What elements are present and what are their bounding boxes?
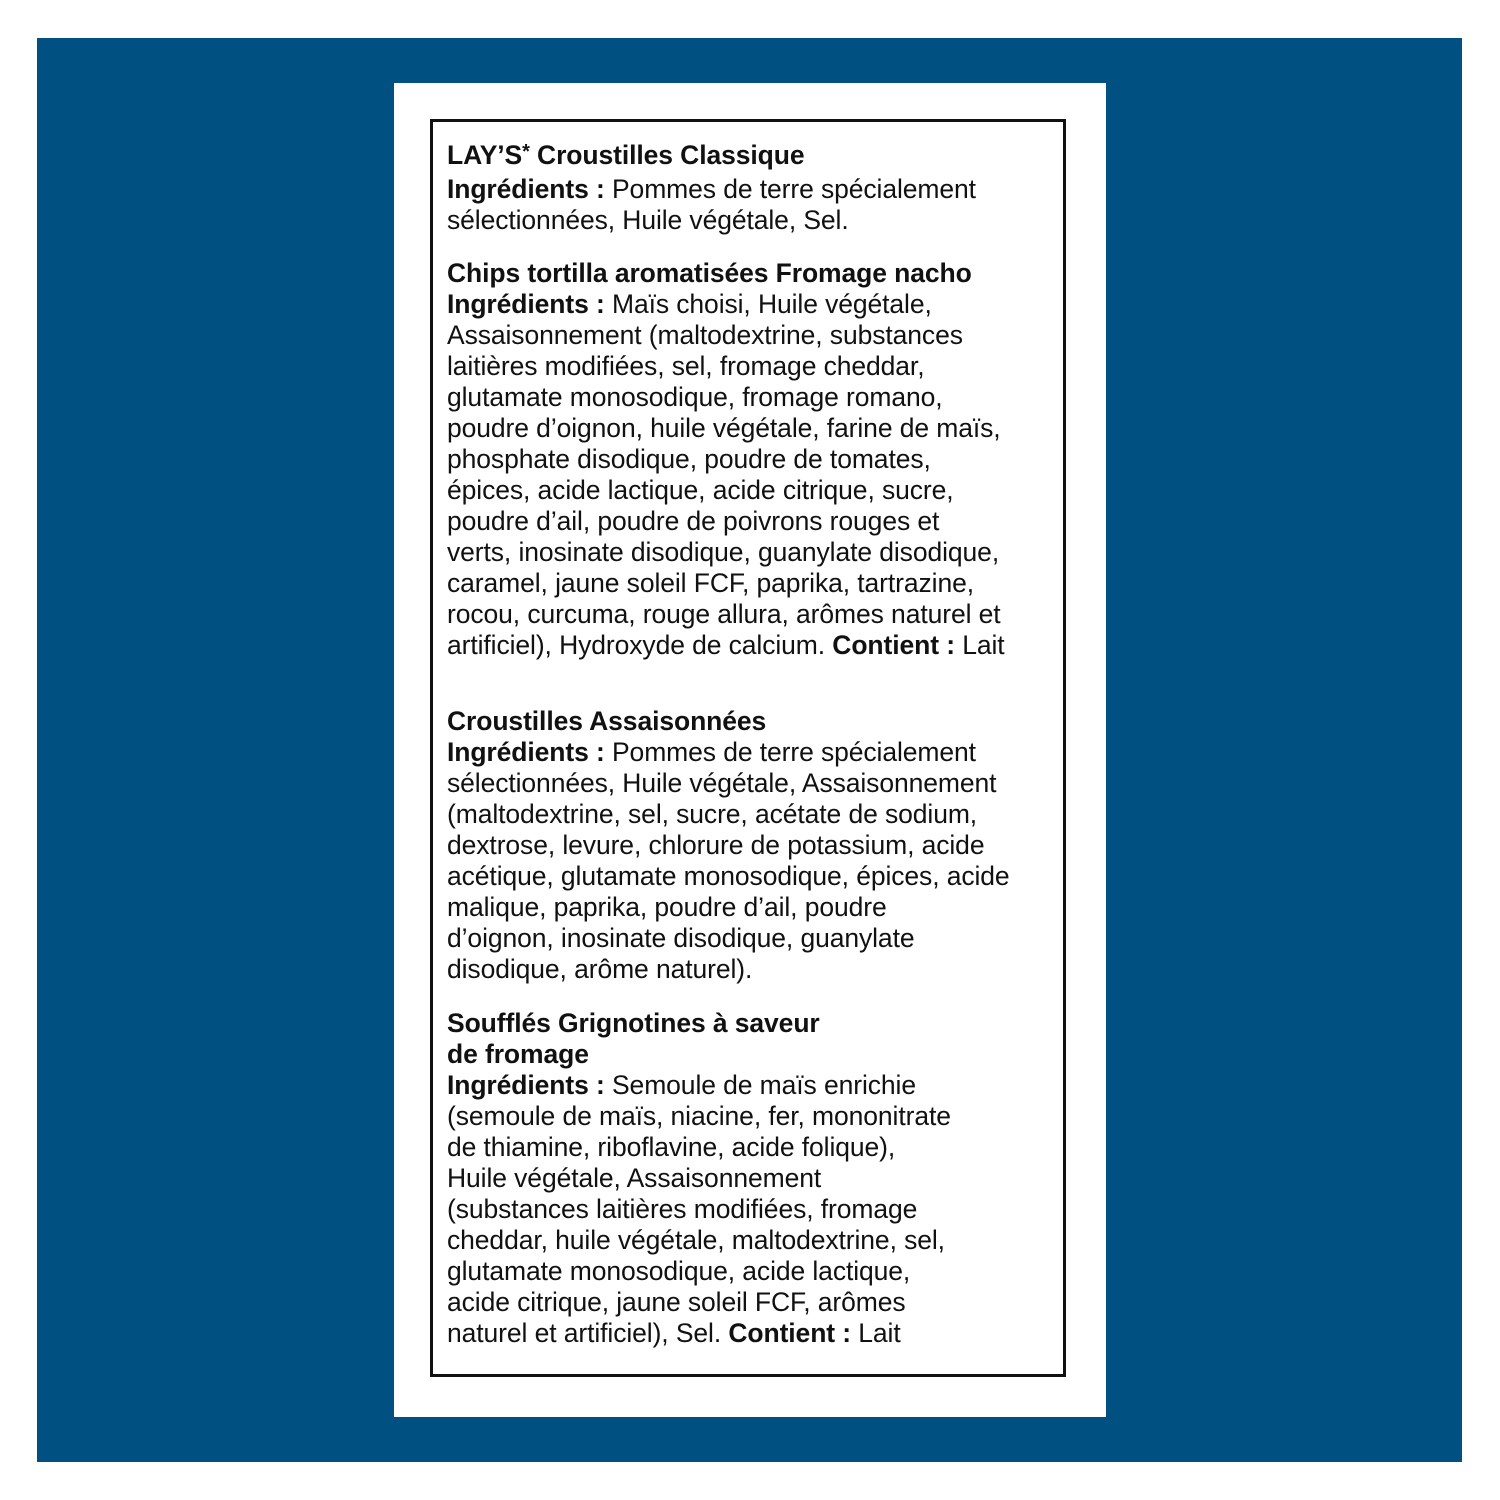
ingredients-text: Ingrédients : Pommes de terre spécialement sélectionnées, Huile végétale, Sel.	[447, 174, 976, 235]
section-souffles-grignotines	[447, 1008, 1067, 1349]
trademark-asterisk: *	[522, 141, 530, 163]
section-lays-classique	[447, 140, 1067, 236]
contains-lead: Contient :	[832, 630, 955, 660]
section-title: Chips tortilla aromatisées Fromage nacho	[447, 258, 972, 288]
ingredients-text: Ingrédients : Pommes de terre spécialement sélectionnées, Huile végétale, Assaisonnement (maltodextrine, sel, sucre, acétate de sodium, dextrose, levure, chlorure de potassium, acide acétique, glutamate monosodique, épices, acide malique, paprika, poudre d’ail, poudre d’oignon, inosinate disodique, guanylate disodique, arôme naturel).	[447, 737, 1010, 984]
ingredients-lead: Ingrédients :	[447, 289, 605, 319]
contains-value: Lait	[851, 1318, 901, 1348]
ingredients-lead: Ingrédients :	[447, 1070, 605, 1100]
ingredients-text: Ingrédients : Maïs choisi, Huile végétale, Assaisonnement (maltodextrine, substances laitières modifiées, sel, fromage cheddar, glutamate monosodique, fromage romano, poudre d’oignon, huile végétale, farine de maïs, phosphate disodique, poudre de tomates, épices, acide lactique, acide citrique, sucre, poudre d’ail, poudre de poivrons rouges et verts, inosinate disodique, guanylate disodique, caramel, jaune soleil FCF, paprika, tartrazine, rocou, curcuma, rouge allura, arômes naturel et artificiel), Hydroxyde de calcium. Contient : Lait	[447, 289, 1005, 660]
contains-lead: Contient :	[728, 1318, 851, 1348]
section-chips-tortilla-nacho	[447, 258, 1067, 661]
section-croustilles-assaisonnees	[447, 706, 1067, 985]
ingredients-label-content	[447, 140, 1067, 1349]
section-title-rest: Croustilles Classique	[529, 140, 805, 170]
section-title	[447, 140, 1067, 174]
contains-value: Lait	[954, 630, 1005, 660]
brand-name: LAY’S	[447, 140, 523, 170]
ingredients-text: Ingrédients : Semoule de maïs enrichie (semoule de maïs, niacine, fer, mononitrate de thiamine, riboflavine, acide folique), Huile végétale, Assaisonnement (substances laitières modifiées, fromage cheddar, huile végétale, maltodextrine, sel, glutamate monosodique, acide lactique, acide citrique, jaune soleil FCF, arômes naturel et artificiel), Sel. Contient : Lait	[447, 1070, 951, 1348]
ingredients-lead: Ingrédients :	[447, 174, 605, 204]
ingredients-lead: Ingrédients :	[447, 737, 605, 767]
section-title: Croustilles Assaisonnées	[447, 706, 767, 736]
section-title: Soufflés Grignotines à saveur de fromage	[447, 1008, 820, 1069]
